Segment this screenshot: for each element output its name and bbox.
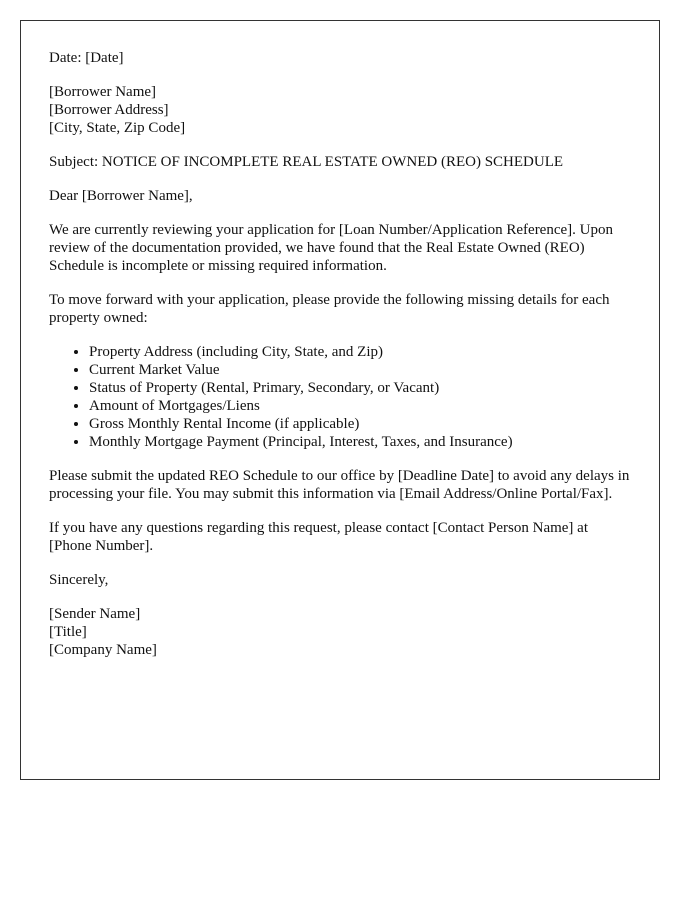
recipient-block	[49, 83, 631, 137]
list-item: • Status of Property (Rental, Primary, Secondary, or Vacant)	[89, 379, 631, 397]
subject-line: Subject: NOTICE OF INCOMPLETE REAL ESTATE OWNED (REO) SCHEDULE	[49, 154, 564, 170]
salutation: Dear [Borrower Name],	[49, 188, 193, 204]
contact-paragraph: If you have any questions regarding this request, please contact [Contact Person Name] at [Phone Number].	[49, 520, 588, 554]
closing: Sincerely,	[49, 572, 109, 588]
date-line: Date: [Date]	[49, 50, 124, 66]
letter-document	[20, 20, 660, 780]
list-item: • Property Address (including City, State, and Zip)	[89, 343, 631, 361]
recipient-address: [Borrower Address]	[49, 102, 169, 118]
recipient-city-state-zip: [City, State, Zip Code]	[49, 120, 186, 136]
sender-name: [Sender Name]	[49, 606, 141, 622]
missing-details-list	[49, 343, 631, 451]
deadline-paragraph: Please submit the updated REO Schedule to our office by [Deadline Date] to avoid any delays in processing your file. You may submit this information via [Email Address/Online Portal/Fax].	[49, 468, 630, 502]
intro-paragraph: We are currently reviewing your application for [Loan Number/Application Reference]. Upon review of the documentation provided, we have found that the Real Estate Owned (REO) Schedule is incomplete or missing required information.	[49, 222, 613, 274]
list-item: • Amount of Mortgages/Liens	[89, 397, 631, 415]
sender-company: [Company Name]	[49, 642, 157, 658]
recipient-name: [Borrower Name]	[49, 84, 157, 100]
list-item: • Gross Monthly Rental Income (if applicable)	[89, 415, 631, 433]
list-item: • Monthly Mortgage Payment (Principal, Interest, Taxes, and Insurance)	[89, 433, 631, 451]
list-item: • Current Market Value	[89, 361, 631, 379]
request-paragraph: To move forward with your application, please provide the following missing details for each property owned:	[49, 292, 610, 326]
signature-block	[49, 605, 631, 659]
sender-title: [Title]	[49, 624, 87, 640]
